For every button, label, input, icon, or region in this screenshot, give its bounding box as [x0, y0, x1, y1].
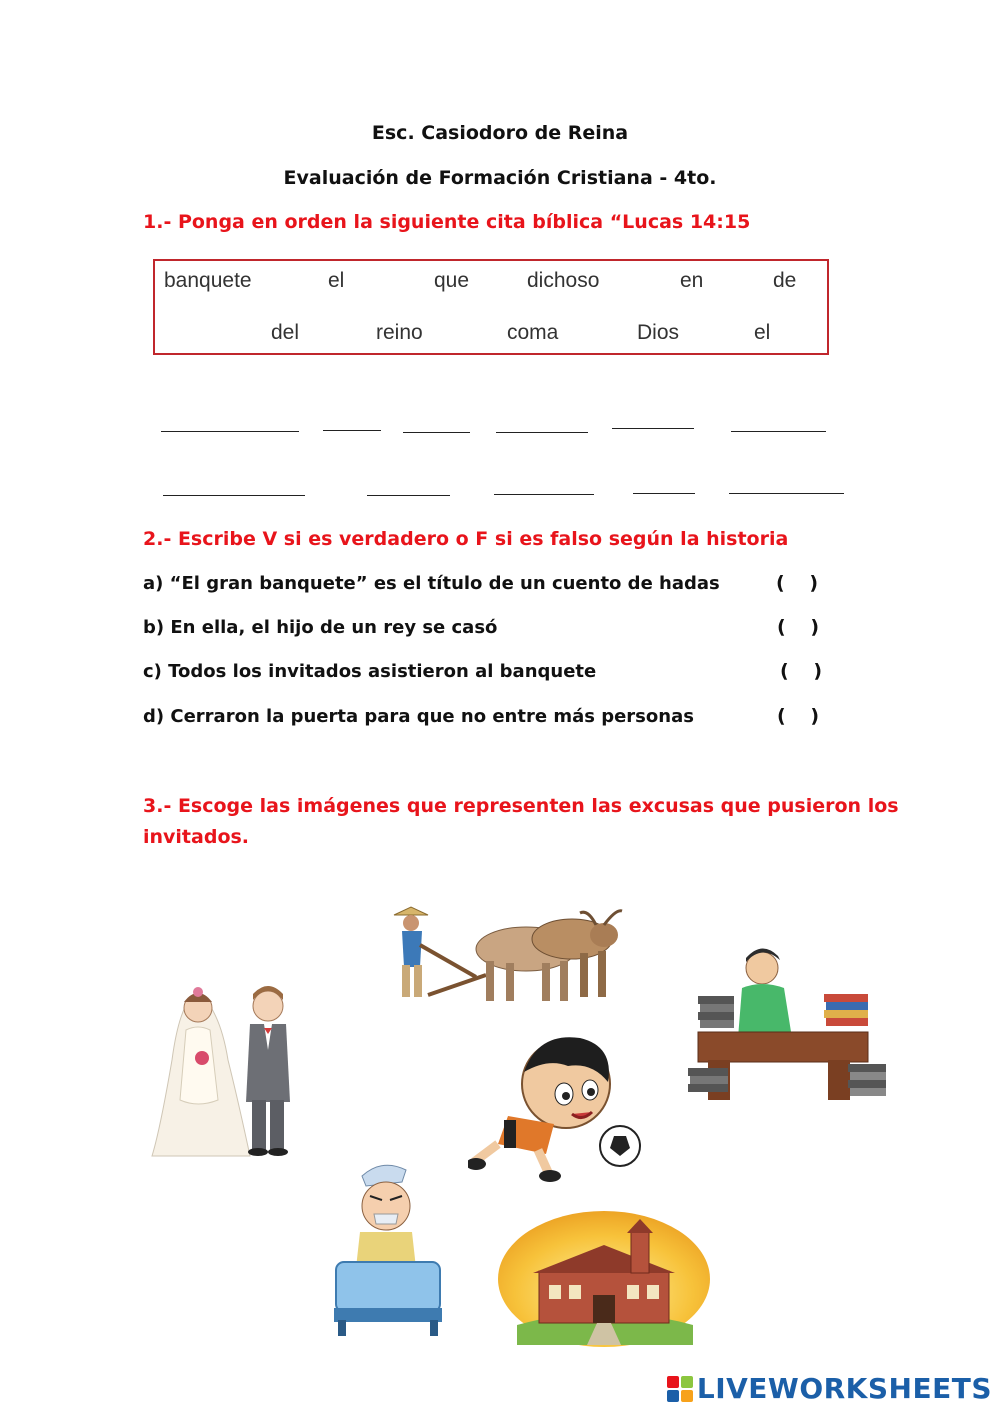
- word-item: reino: [376, 321, 423, 344]
- answer-blank[interactable]: [496, 432, 588, 433]
- word-item: coma: [507, 321, 559, 344]
- logo-text: LIVEWORKSHEETS: [696, 1372, 992, 1405]
- word-item: en: [680, 269, 704, 292]
- answer-blank[interactable]: [731, 431, 826, 432]
- answer-blank[interactable]: [403, 432, 470, 433]
- q3-heading-line1: 3.- Escoge las imágenes que representen las excusas que pusieron los: [143, 795, 899, 817]
- word-item: el: [754, 321, 771, 344]
- statement-b: b) En ella, el hijo de un rey se casó: [143, 617, 498, 638]
- sick-child-bed-image[interactable]: [334, 1158, 442, 1338]
- logo-mark-icon: [667, 1376, 693, 1402]
- q3-heading-line2: invitados.: [143, 826, 250, 848]
- word-item: de: [773, 269, 797, 292]
- school-name: Esc. Casiodoro de Reina: [371, 122, 629, 144]
- word-item: el: [328, 269, 345, 292]
- page-title: Evaluación de Formación Cristiana - 4to.: [283, 167, 717, 189]
- liveworksheets-logo[interactable]: [667, 1372, 992, 1405]
- answer-box-d[interactable]: ( ): [777, 705, 819, 727]
- q2-heading: 2.- Escribe V si es verdadero o F si es falso según la historia: [143, 528, 789, 550]
- answer-blank[interactable]: [323, 430, 381, 431]
- boy-soccer-image[interactable]: [468, 1032, 646, 1184]
- man-desk-books-image[interactable]: [688, 948, 888, 1110]
- answer-blank[interactable]: [163, 495, 305, 496]
- wedding-couple-image[interactable]: [150, 980, 310, 1162]
- word-item: dichoso: [527, 269, 600, 292]
- answer-box-a[interactable]: ( ): [776, 572, 818, 594]
- q1-heading: 1.- Ponga en orden la siguiente cita bíblica “Lucas 14:15: [143, 211, 751, 233]
- word-item: Dios: [637, 321, 680, 344]
- word-item: banquete: [164, 269, 252, 292]
- statement-d: d) Cerraron la puerta para que no entre más personas: [143, 706, 694, 727]
- statement-c: c) Todos los invitados asistieron al banquete: [143, 661, 597, 682]
- answer-blank[interactable]: [161, 431, 299, 432]
- answer-blank[interactable]: [612, 428, 694, 429]
- word-bank: [153, 259, 829, 355]
- answer-blank[interactable]: [367, 495, 450, 496]
- word-item: del: [271, 321, 300, 344]
- answer-blank[interactable]: [494, 494, 594, 495]
- word-item: que: [434, 269, 470, 292]
- answer-box-c[interactable]: ( ): [780, 660, 822, 682]
- statement-a: a) “El gran banquete” es el título de un cuento de hadas: [143, 573, 720, 594]
- answer-blank[interactable]: [633, 493, 695, 494]
- answer-blank[interactable]: [729, 493, 844, 494]
- answer-box-b[interactable]: ( ): [777, 616, 819, 638]
- house-property-image[interactable]: [497, 1205, 711, 1347]
- farmer-plowing-image[interactable]: [366, 905, 628, 1008]
